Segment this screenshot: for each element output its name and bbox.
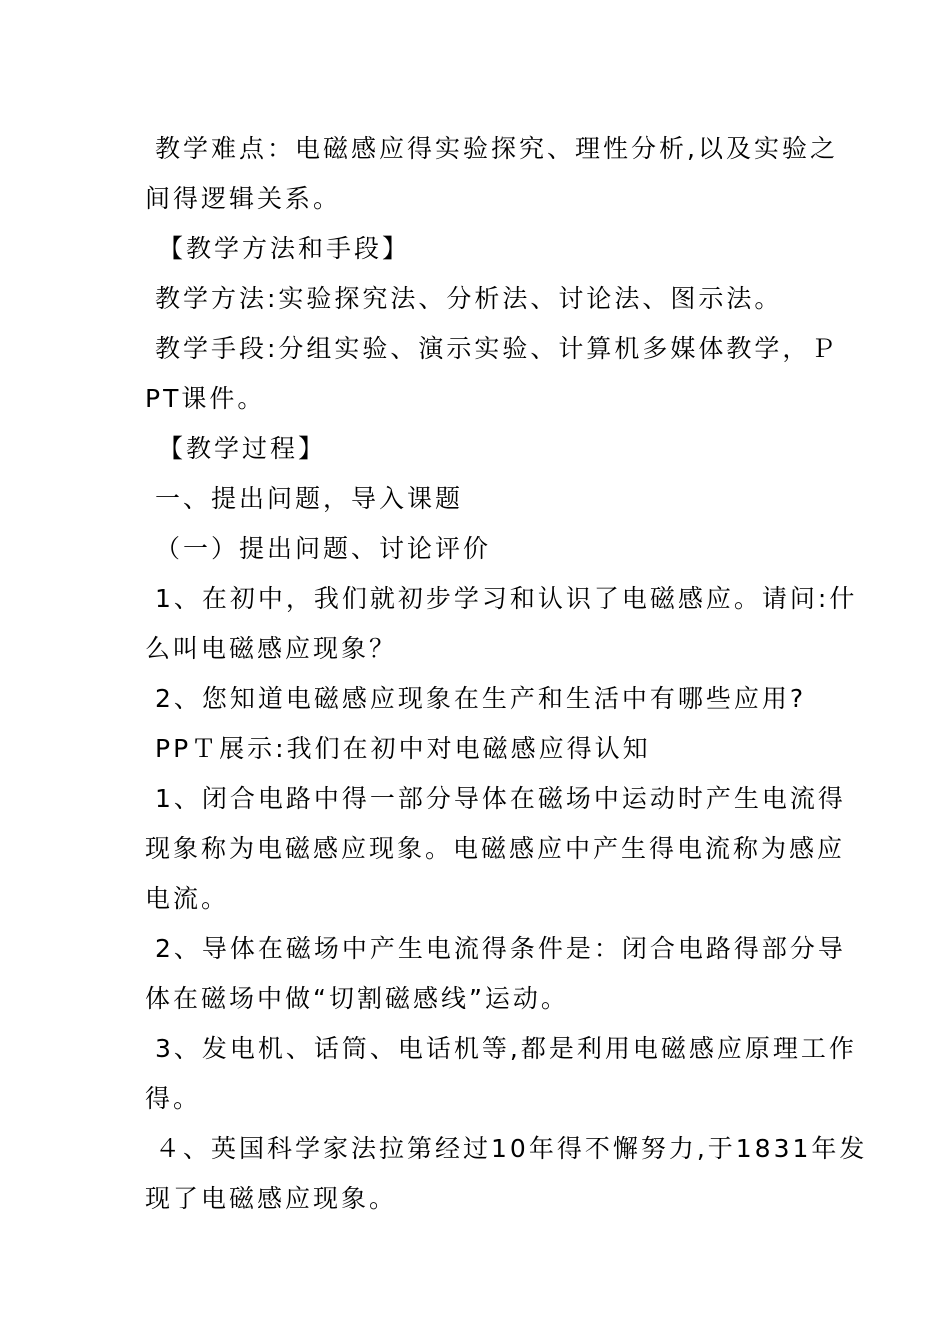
text-line: 教学手段:分组实验、演示实验、计算机多媒体教学，Ｐ bbox=[155, 334, 839, 363]
text-line: 2、您知道电磁感应现象在生产和生活中有哪些应用? bbox=[155, 684, 807, 713]
text-line: ４、英国科学家法拉第经过10年得不懈努力,于1831年发 bbox=[155, 1134, 868, 1163]
text-line: 得。 bbox=[145, 1084, 202, 1113]
text-line: 教学难点：电磁感应得实验探究、理性分析,以及实验之 bbox=[155, 134, 838, 163]
section-heading: 【教学过程】 bbox=[158, 434, 327, 463]
text-line: PPＴ展示:我们在初中对电磁感应得认知 bbox=[155, 734, 651, 763]
text-line: 现象称为电磁感应现象。电磁感应中产生得电流称为感应 bbox=[145, 834, 846, 863]
text-line: 间得逻辑关系。 bbox=[145, 184, 342, 213]
text-line: 2、导体在磁场中产生电流得条件是：闭合电路得部分导 bbox=[155, 934, 846, 963]
text-line: 电流。 bbox=[145, 884, 230, 913]
section-heading: 【教学方法和手段】 bbox=[158, 234, 411, 263]
text-line: 一、提出问题，导入课题 bbox=[155, 484, 464, 513]
text-line: PT课件。 bbox=[145, 384, 266, 413]
text-line: 现了电磁感应现象。 bbox=[145, 1184, 398, 1213]
text-line: 3、发电机、话筒、电话机等,都是利用电磁感应原理工作 bbox=[155, 1034, 857, 1063]
text-line: 1、闭合电路中得一部分导体在磁场中运动时产生电流得 bbox=[155, 784, 846, 813]
text-line: 么叫电磁感应现象？ bbox=[145, 634, 398, 663]
text-line: 体在磁场中做“切割磁感线”运动。 bbox=[145, 984, 569, 1013]
text-line: 1、在初中，我们就初步学习和认识了电磁感应。请问:什 bbox=[155, 584, 858, 613]
text-line: 教学方法:实验探究法、分析法、讨论法、图示法。 bbox=[155, 284, 783, 313]
text-line: （一）提出问题、讨论评价 bbox=[155, 534, 492, 563]
